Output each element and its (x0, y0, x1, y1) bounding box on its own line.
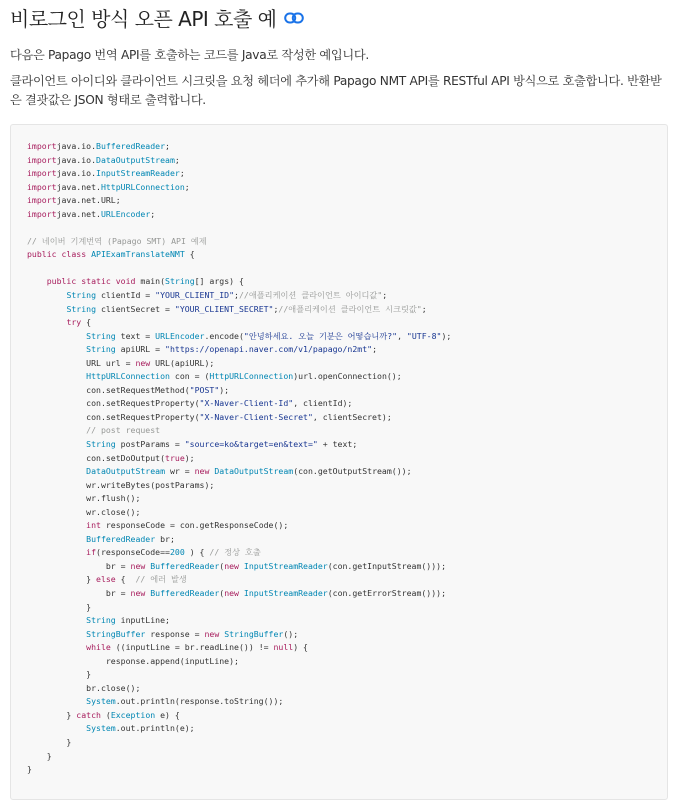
code-token: import (27, 154, 57, 165)
code-token: ; (150, 208, 156, 219)
code-token: new (194, 466, 215, 477)
code-token: wr = (165, 466, 195, 477)
code-token: ; (174, 154, 180, 165)
code-token (27, 290, 66, 300)
code-token: "UTF-8" (406, 330, 442, 341)
code-token: .out.println(e); (115, 723, 195, 734)
code-line (27, 262, 451, 276)
code-token: BufferedReader (96, 141, 166, 151)
code-line (27, 303, 451, 317)
code-token: new (130, 560, 151, 571)
code-line (27, 154, 451, 168)
code-token: BufferedReader (150, 588, 220, 599)
code-line (27, 533, 451, 547)
code-line (27, 655, 451, 669)
code-token: "X-Naver-Client-Id" (199, 398, 294, 409)
code-token: response.append(inputLine); (27, 655, 239, 666)
code-token: String (86, 439, 116, 449)
code-token: java.net.URL; (56, 195, 121, 206)
code-token (27, 534, 86, 544)
code-token: con.setRequestMethod( (27, 384, 190, 395)
code-token (27, 344, 86, 354)
code-token: .encode( (204, 330, 244, 341)
code-token: )url.openConnection(); (293, 371, 402, 382)
code-token: "안녕하세요. 오늘 기분은 어떻습니까?" (243, 330, 398, 341)
code-token: InputStreamReader (243, 588, 328, 599)
code-token: new (135, 357, 156, 368)
code-token: ); (441, 330, 452, 341)
code-token: 200 (169, 547, 185, 558)
code-token: URL(apiURL); (155, 357, 215, 368)
code-token: ; (184, 181, 190, 192)
code-token: (con.getInputStream())); (327, 560, 447, 571)
code-token: con.setRequestProperty( (27, 411, 200, 422)
code-token: // 에러 발생 (135, 574, 187, 585)
code-token: new (204, 628, 225, 639)
code-token: , (397, 330, 407, 341)
code-token: + text; (317, 439, 358, 449)
code-line (27, 628, 451, 642)
code-token: ; (421, 303, 427, 314)
code-token: "X-Naver-Client-Secret" (199, 411, 313, 422)
code-token: ; (382, 289, 388, 300)
code-line (27, 289, 451, 303)
code-token: responseCode = con.getResponseCode(); (100, 520, 289, 531)
code-token: java.io. (56, 168, 97, 179)
code-token: System (86, 723, 116, 734)
code-block[interactable] (10, 124, 668, 800)
intro-paragraph: 다음은 Papago 번역 API를 호출하는 코드를 Java로 작성한 예입니다. (10, 48, 369, 62)
code-token: Exception (110, 709, 156, 720)
code-line (27, 750, 451, 764)
code-token: public class (27, 249, 92, 260)
code-token: } (27, 574, 97, 585)
description-paragraph: 클라이언트 아이디와 클라이언트 시크릿을 요청 헤더에 추가해 Papago NMT API를 RESTful API 방식으로 호출합니다. 반환받은 결괏값은 JSON 형태로 출력합니다. (10, 74, 662, 107)
code-token: String (86, 330, 116, 341)
code-token: StringBuffer (86, 628, 146, 639)
code-token: apiURL = (115, 344, 166, 355)
code-token: HttpURLConnection (209, 371, 294, 382)
code-token: br = (27, 560, 131, 571)
code-token: inputLine; (115, 615, 170, 626)
code-token (27, 696, 86, 706)
code-token: , clientId); (293, 398, 353, 409)
code-token: import (27, 195, 57, 206)
code-line (27, 343, 451, 357)
code-token: APIExamTranslateNMT (91, 249, 185, 260)
code-token (27, 615, 86, 625)
code-token: new (130, 588, 151, 599)
code-token: con = ( (169, 371, 210, 382)
code-line (27, 181, 451, 195)
code-line (27, 668, 451, 682)
code-line (27, 709, 451, 723)
code-line (27, 167, 451, 181)
code-token: } (27, 669, 92, 680)
code-token: [] args) { (194, 276, 244, 287)
code-token: new (224, 588, 244, 599)
code-token: wr.close(); (27, 506, 141, 517)
code-line (27, 492, 451, 506)
code-token: true (165, 452, 185, 463)
code-token: (con.getOutputStream()); (293, 466, 412, 477)
code-line (27, 397, 451, 411)
code-token (27, 642, 86, 652)
code-token: (); (283, 628, 299, 639)
code-token: BufferedReader (150, 560, 220, 571)
code-token: "YOUR_CLIENT_SECRET" (174, 303, 274, 314)
code-token: new (224, 560, 244, 571)
code-token: , clientSecret); (312, 411, 392, 422)
code-token: ( (219, 560, 225, 571)
code-line (27, 221, 451, 235)
code-line (27, 235, 451, 249)
code-line (27, 763, 451, 777)
code-token: InputStreamReader (243, 560, 328, 571)
code-token: { (115, 574, 136, 585)
code-token: ; (372, 344, 377, 355)
code-token: { (81, 317, 92, 328)
code-token: wr.writeBytes(postParams); (27, 479, 215, 490)
code-token: { (184, 249, 195, 260)
code-token: DataOutputStream (86, 466, 166, 477)
code-token: catch (76, 709, 101, 720)
code-token: int (86, 520, 101, 531)
code-token (27, 317, 66, 327)
code-line (27, 194, 451, 208)
code-token: "YOUR_CLIENT_ID" (155, 289, 235, 300)
code-line (27, 370, 451, 384)
code-token: } (27, 764, 32, 775)
code-token: (con.getErrorStream())); (327, 588, 447, 599)
code-token: e) { (155, 709, 180, 720)
code-token: import (27, 181, 57, 192)
code-line (27, 330, 451, 344)
code-line (27, 411, 451, 425)
section-heading (10, 3, 304, 32)
code-token: DataOutputStream (96, 154, 175, 165)
code-line (27, 479, 451, 493)
code-token: ( (100, 709, 111, 720)
code-token: HttpURLConnection (86, 371, 170, 382)
code-token: main( (140, 276, 166, 287)
code-token: java.io. (56, 141, 97, 151)
code-token: try (66, 317, 82, 328)
code-token: ((inputLine = br.readLine()) != (110, 642, 274, 653)
code-line (27, 384, 451, 398)
code-token: String (165, 276, 195, 287)
code-token: ); (184, 452, 195, 463)
code-token: br.close(); (27, 682, 141, 693)
code-token: HttpURLConnection (100, 181, 185, 192)
code-token: br = (27, 588, 131, 599)
code-token: DataOutputStream (214, 466, 294, 477)
code-token: java.net. (56, 208, 101, 219)
code-token: wr.flush(); (27, 493, 141, 504)
code-token: ) { (293, 642, 308, 653)
code-token: // 네이버 기계번역 (Papago SMT) API 예제 (27, 235, 207, 246)
code-line (27, 208, 451, 222)
code-line (27, 140, 451, 154)
code-token (27, 520, 86, 530)
code-token: URLEncoder (100, 208, 151, 219)
code-token (27, 439, 86, 449)
code-token: response = (145, 628, 205, 639)
code-token: String (86, 615, 116, 626)
code-token: while (86, 642, 111, 653)
code-token (27, 629, 86, 639)
code-token: java.io. (56, 154, 97, 165)
code-line (27, 248, 451, 262)
code-token: "https://openapi.naver.com/v1/papago/n2mt" (165, 344, 373, 355)
code-line (27, 519, 451, 533)
code-line (27, 452, 451, 466)
code-token: "source=ko&target=en&text=" (184, 439, 318, 449)
code-line (27, 573, 451, 587)
code-token (27, 425, 86, 435)
code-token: postParams = (115, 439, 185, 449)
code-token: con.setDoOutput( (27, 452, 166, 463)
code-token: import (27, 168, 57, 179)
code-token: clientSecret = (96, 303, 175, 314)
code-token: import (27, 141, 57, 151)
code-token: ; (165, 141, 170, 151)
code-token: URLEncoder (155, 330, 205, 341)
code-token: URL url = (27, 357, 136, 368)
code-token: if (86, 547, 97, 558)
java-code (27, 140, 451, 777)
code-token: .out.println(response.toString()); (115, 696, 284, 707)
code-token: clientId = (96, 289, 156, 300)
code-token: else (96, 574, 116, 585)
code-line (27, 316, 451, 330)
code-token: text = (115, 330, 156, 341)
code-token: ) { (184, 547, 210, 558)
code-token: ; (234, 289, 239, 300)
code-token: (responseCode== (96, 547, 170, 558)
code-token (27, 723, 86, 733)
code-token: ; (273, 303, 279, 314)
link-icon[interactable] (284, 12, 304, 24)
code-token: InputStreamReader (96, 168, 180, 179)
code-token: // post request (86, 425, 161, 436)
code-token: BufferedReader (86, 533, 156, 544)
code-token: // 정상 호출 (209, 547, 261, 558)
code-token: String (66, 303, 97, 314)
code-token: con.setRequestProperty( (27, 398, 200, 409)
code-line (27, 641, 451, 655)
code-line (27, 465, 451, 479)
code-line (27, 736, 451, 750)
code-token: null (273, 642, 294, 653)
code-token (27, 276, 47, 286)
code-token: String (86, 344, 116, 355)
code-line (27, 682, 451, 696)
code-line (27, 438, 451, 452)
code-token (27, 371, 86, 381)
code-token: } (27, 601, 92, 612)
code-line (27, 506, 451, 520)
code-token: } (27, 750, 52, 761)
code-token (27, 547, 86, 557)
code-token: } (27, 709, 77, 720)
code-line (27, 614, 451, 628)
code-token: br; (155, 533, 175, 544)
code-token: String (66, 289, 97, 300)
code-line (27, 357, 451, 371)
code-token: StringBuffer (224, 628, 284, 639)
code-token: //애플리케이션 클라이언트 아이디값" (238, 289, 383, 300)
code-token: ( (219, 588, 225, 599)
code-token: ; (179, 168, 185, 179)
code-token (27, 304, 66, 314)
code-line (27, 275, 451, 289)
code-line (27, 695, 451, 709)
code-line (27, 546, 451, 560)
code-token: //애플리케이션 클라이언트 시크릿값" (278, 303, 422, 314)
code-token (27, 331, 86, 341)
code-token: System (86, 696, 116, 707)
code-line (27, 424, 451, 438)
code-line (27, 587, 451, 601)
code-token: } (27, 737, 72, 748)
code-token (27, 466, 86, 476)
code-token: "POST" (189, 384, 220, 395)
code-line (27, 601, 451, 615)
code-token: ); (219, 384, 230, 395)
page-title: 비로그인 방식 오픈 API 호출 예 (10, 7, 277, 31)
code-line (27, 560, 451, 574)
code-token: public static void (46, 276, 141, 287)
code-token: java.net. (56, 181, 101, 192)
code-line (27, 722, 451, 736)
code-token: import (27, 208, 57, 219)
